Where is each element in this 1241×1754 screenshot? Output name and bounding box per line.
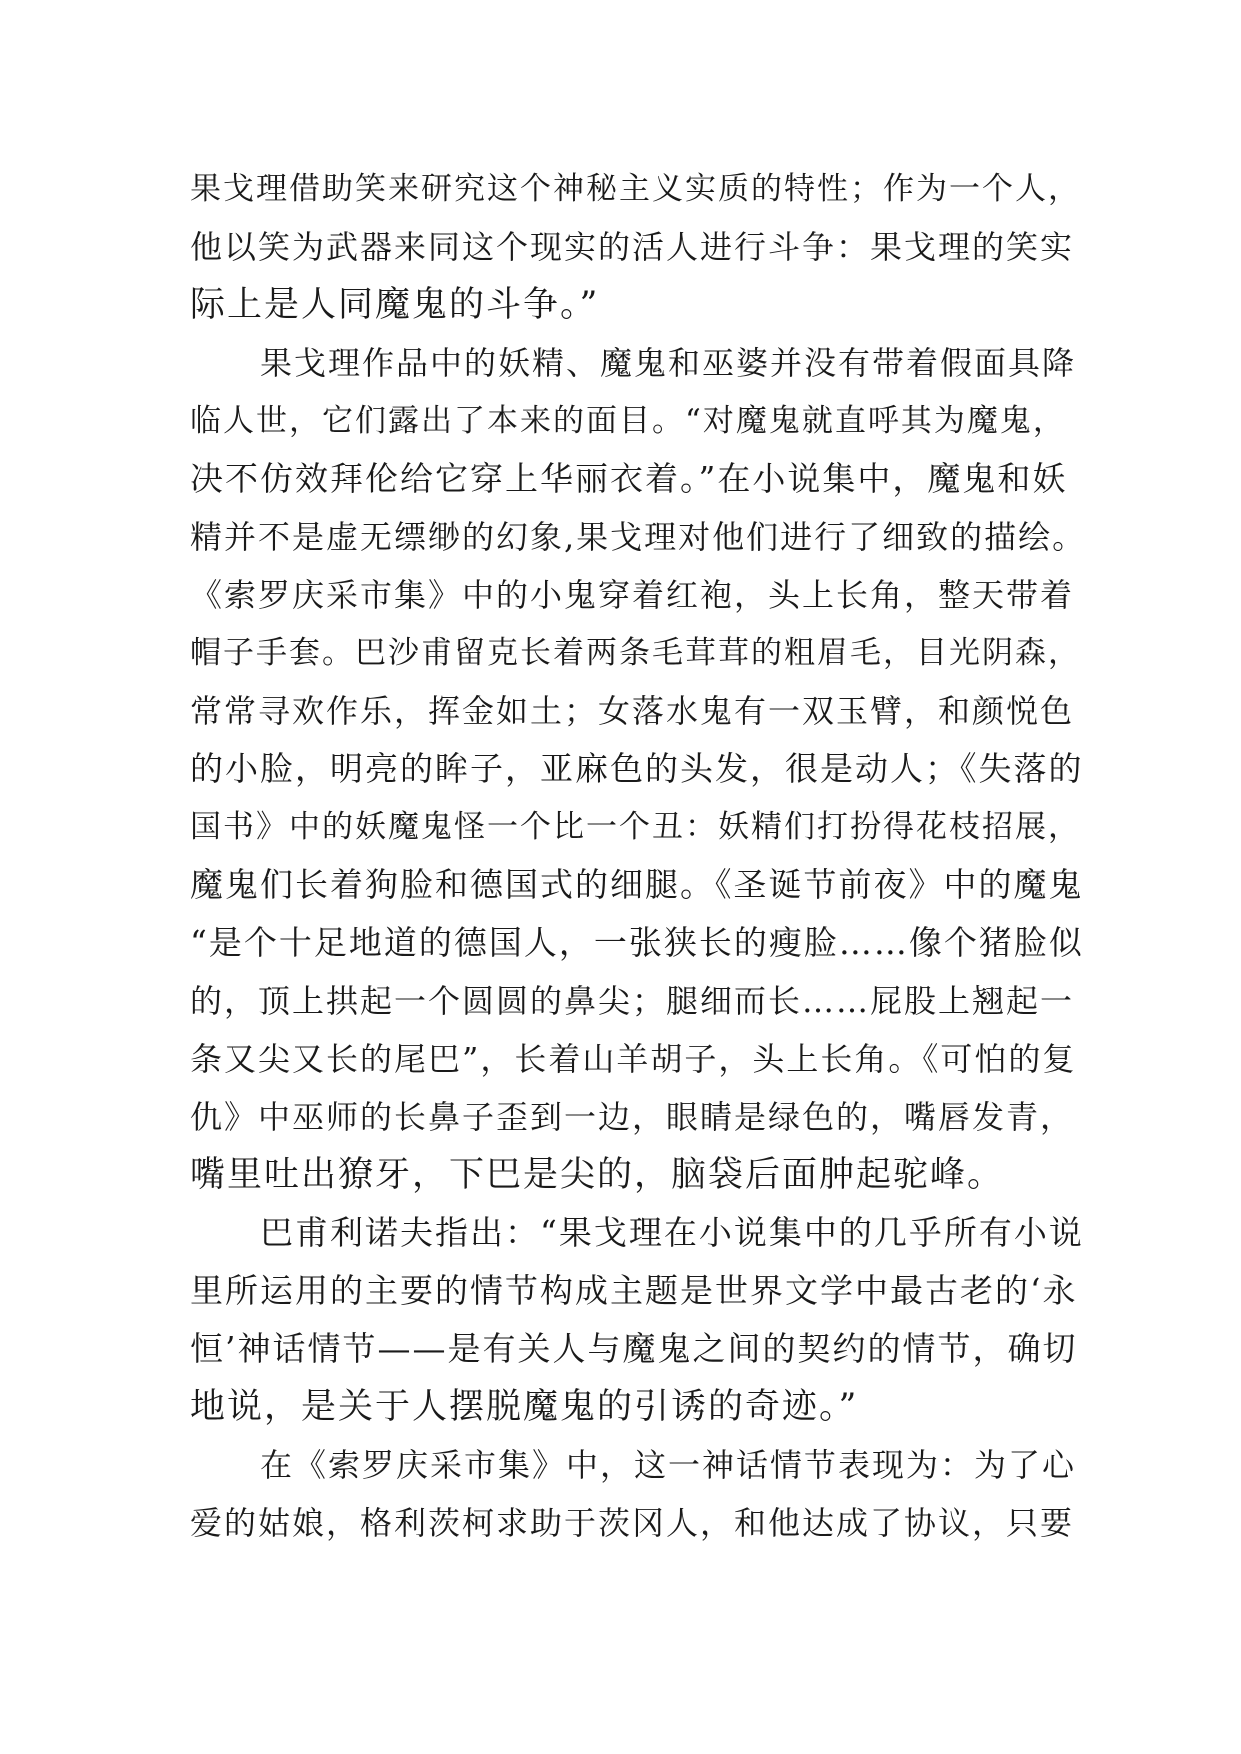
paragraph-first-line: 在《索罗庆采市集》中，这一神话情节表现为：为了心: [260, 1446, 1077, 1484]
text-line: 魔鬼们长着狗脸和德国式的细腿。《圣诞节前夜》中的魔鬼: [190, 865, 1084, 904]
text-line: 恒’神话情节——是有关人与魔鬼之间的契约的情节，确切: [190, 1329, 1078, 1368]
text-line: 的，顶上拱起一个圆圆的鼻尖；腿细而长……屁股上翘起一: [190, 982, 1075, 1020]
paragraph-first-line: 果戈理作品中的妖精、魔鬼和巫婆并没有带着假面具降: [260, 344, 1077, 382]
text-line: 决不仿效拜伦给它穿上华丽衣着。”在小说集中，魔鬼和妖: [190, 459, 1068, 498]
paragraph-first-line: 巴甫利诺夫指出：“果戈理在小说集中的几乎所有小说: [260, 1213, 1084, 1252]
body-text: [190, 160, 1090, 1552]
text-line: 临人世，它们露出了本来的面目。“对魔鬼就直呼其为魔鬼，: [190, 403, 1066, 439]
text-line: 地说，是关于人摆脱魔鬼的引诱的奇迹。”: [190, 1387, 859, 1427]
text-line: 他以笑为武器来同这个现实的活人进行斗争：果戈理的笑实: [190, 228, 1075, 266]
text-line: 精并不是虚无缥缈的幻象,果戈理对他们进行了细致的描绘。: [190, 518, 1087, 556]
text-line: 常常寻欢作乐，挥金如土；女落水鬼有一双玉臂，和颜悦色: [190, 692, 1075, 730]
text-line: 嘴里吐出獠牙，下巴是尖的，脑袋后面肿起驼峰。: [190, 1155, 1005, 1195]
text-line: 帽子手套。巴沙甫留克长着两条毛茸茸的粗眉毛，目光阴森，: [190, 635, 1081, 671]
text-line: 里所运用的主要的情节构成主题是世界文学中最古老的‘永: [190, 1271, 1078, 1310]
text-line: 爱的姑娘，格利茨柯求助于茨冈人，和他达成了协议，只要: [190, 1504, 1075, 1542]
text-line: 《索罗庆采市集》中的小鬼穿着红袍，头上长角，整天带着: [190, 576, 1075, 614]
text-line: 际上是人同魔鬼的斗争。”: [190, 285, 600, 325]
text-line: 条又尖又长的尾巴”，长着山羊胡子，头上长角。《可怕的复: [190, 1040, 1077, 1078]
text-line: 果戈理借助笑来研究这个神秘主义实质的特性；作为一个人，: [190, 171, 1081, 207]
text-line: 仇》中巫师的长鼻子歪到一边，眼睛是绿色的，嘴唇发青，: [190, 1098, 1075, 1136]
text-line: 国书》中的妖魔鬼怪一个比一个丑：妖精们打扮得花枝招展，: [190, 809, 1081, 845]
text-line: “是个十足地道的德国人，一张狭长的瘦脸……像个猪脸似: [190, 923, 1084, 962]
text-line: 的小脸，明亮的眸子，亚麻色的头发，很是动人；《失落的: [190, 749, 1084, 788]
